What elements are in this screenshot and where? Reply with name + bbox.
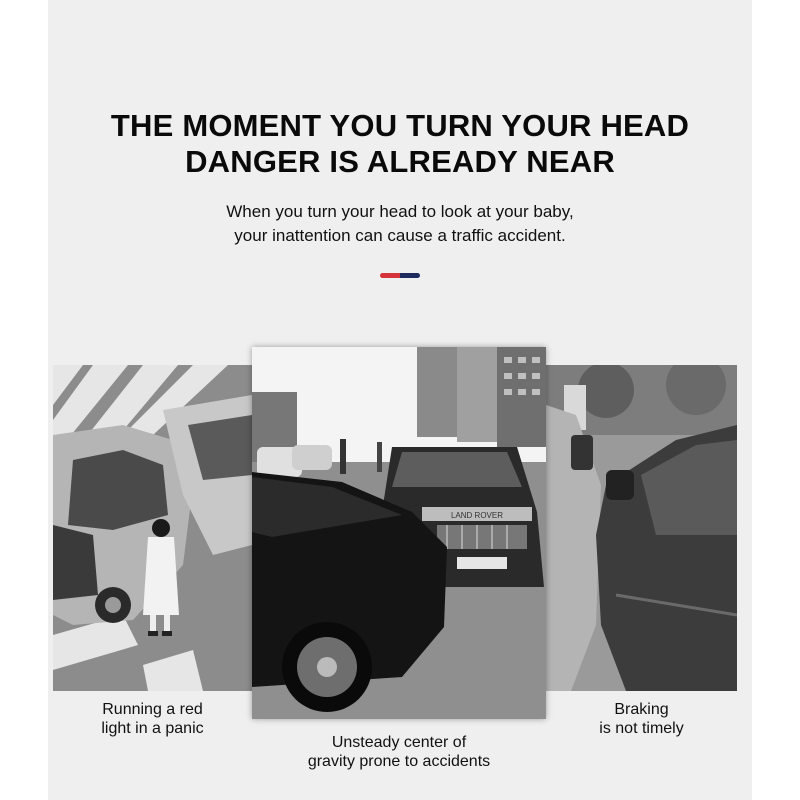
caption-braking <box>546 700 737 738</box>
photo-street-collision <box>252 347 546 719</box>
subtitle-line-2: your inattention can cause a traffic accident. <box>234 226 566 245</box>
headline-line-2: DANGER IS ALREADY NEAR <box>185 144 615 179</box>
caption-center-of-gravity <box>252 733 546 771</box>
divider-navy-segment <box>400 273 420 278</box>
divider-red-segment <box>380 273 400 278</box>
photo-sideswipe-collision <box>546 365 737 691</box>
caption-braking-line-1: Braking <box>614 701 669 718</box>
headline <box>0 108 800 180</box>
caption-center-of-gravity-line-2: gravity prone to accidents <box>307 753 491 770</box>
photo-crosswalk-collision <box>53 365 252 691</box>
accent-divider <box>380 273 420 278</box>
caption-center-of-gravity-line-1: Unsteady center of <box>331 734 467 751</box>
sideswipe-collision-illustration <box>546 365 737 691</box>
grill-text: LAND ROVER <box>450 511 504 520</box>
subtitle <box>0 200 800 248</box>
caption-red-light <box>53 700 252 738</box>
caption-red-light-line-2: light in a panic <box>101 720 204 737</box>
subtitle-line-1: When you turn your head to look at your baby, <box>226 202 574 221</box>
caption-red-light-line-1: Running a red <box>102 701 203 718</box>
street-collision-illustration <box>252 347 546 719</box>
headline-line-1: THE MOMENT YOU TURN YOUR HEAD <box>110 108 690 143</box>
crosswalk-collision-illustration <box>53 365 252 691</box>
caption-braking-line-2: is not timely <box>599 720 684 737</box>
